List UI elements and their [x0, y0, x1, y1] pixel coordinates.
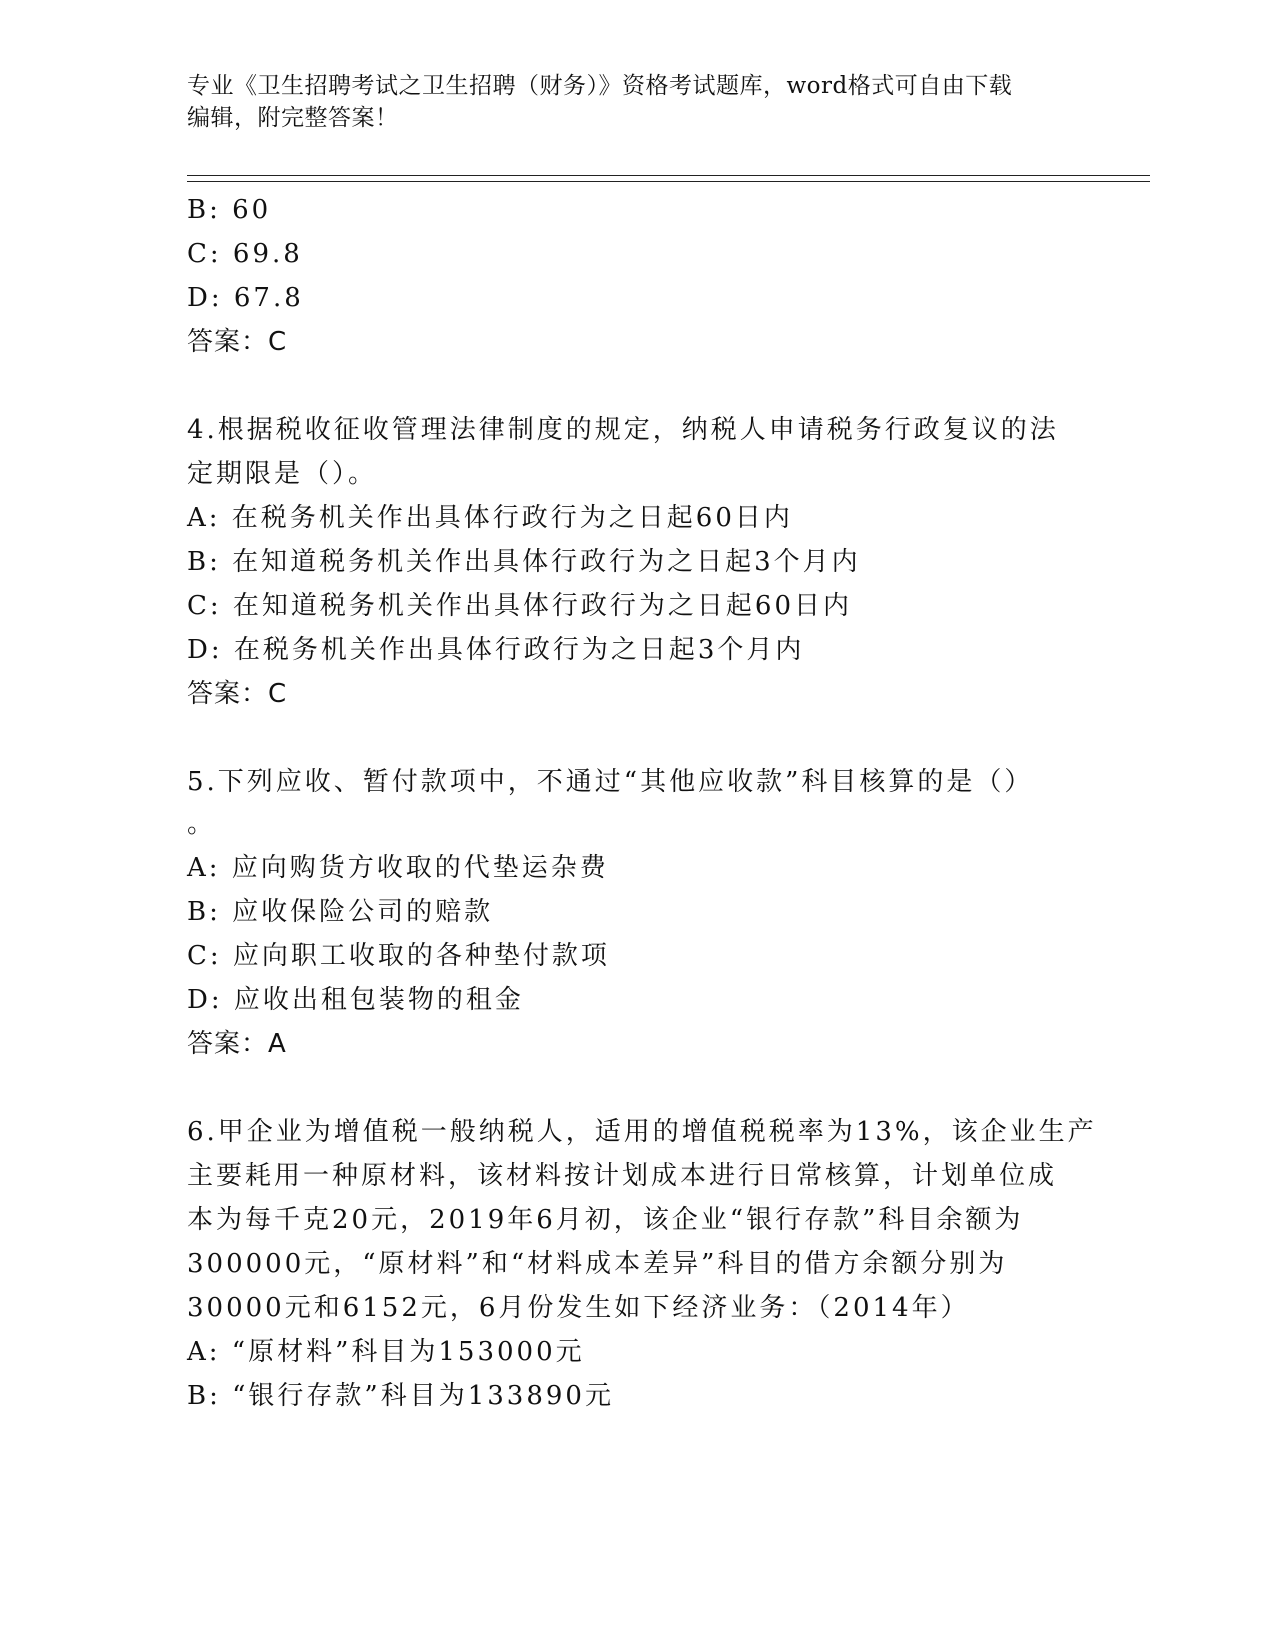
q4-option-c: C: 在知道税务机关作出具体行政行为之日起60日内 — [187, 591, 853, 621]
q6-stem-line-5: 30000元和6152元，6月份发生如下经济业务：（2014年） — [187, 1293, 970, 1323]
q5-stem-line-1: 5.下列应收、暂付款项中，不通过“其他应收款”科目核算的是（） — [187, 767, 1034, 797]
q4-option-a: A: 在税务机关作出具体行政行为之日起60日内 — [187, 503, 793, 533]
q5-option-b: B: 应收保险公司的赔款 — [187, 897, 494, 927]
q6-option-b: B: “银行存款”科目为133890元 — [187, 1381, 614, 1411]
header-line-1: 专业《卫生招聘考试之卫生招聘（财务）》资格考试题库，word格式可自由下载 — [187, 73, 1013, 99]
q6-stem-line-1: 6.甲企业为增值税一般纳税人，适用的增值税税率为13%，该企业生产 — [187, 1117, 1097, 1147]
header-divider-bottom — [187, 181, 1150, 182]
q5-stem-line-2: 。 — [187, 809, 217, 839]
q4-stem-line-1: 4.根据税收征收管理法律制度的规定，纳税人申请税务行政复议的法 — [187, 415, 1059, 445]
q3-answer: 答案：C — [187, 327, 288, 357]
q4-option-d: D: 在税务机关作出具体行政行为之日起3个月内 — [187, 635, 805, 665]
q6-stem-line-3: 本为每千克20元，2019年6月初，该企业“银行存款”科目余额为 — [187, 1205, 1024, 1235]
q4-stem-line-2: 定期限是（）。 — [187, 459, 378, 489]
q3-option-d: D: 67.8 — [187, 283, 304, 313]
q4-option-b: B: 在知道税务机关作出具体行政行为之日起3个月内 — [187, 547, 861, 577]
q5-option-a: A: 应向购货方收取的代垫运杂费 — [187, 853, 609, 883]
q6-stem-line-4: 300000元，“原材料”和“材料成本差异”科目的借方余额分别为 — [187, 1249, 1008, 1279]
q3-option-c: C: 69.8 — [187, 239, 303, 269]
header-divider-top — [187, 175, 1150, 176]
q6-stem-line-2: 主要耗用一种原材料，该材料按计划成本进行日常核算，计划单位成 — [187, 1161, 1058, 1191]
header-line-2: 编辑，附完整答案！ — [187, 105, 399, 131]
q5-option-c: C: 应向职工收取的各种垫付款项 — [187, 941, 610, 971]
q5-answer: 答案：A — [187, 1029, 287, 1059]
page-header — [187, 70, 1067, 134]
q3-option-b: B: 60 — [187, 195, 272, 225]
q5-option-d: D: 应收出租包装物的租金 — [187, 985, 524, 1015]
q4-answer: 答案：C — [187, 679, 288, 709]
q6-option-a: A: “原材料”科目为153000元 — [187, 1337, 585, 1367]
